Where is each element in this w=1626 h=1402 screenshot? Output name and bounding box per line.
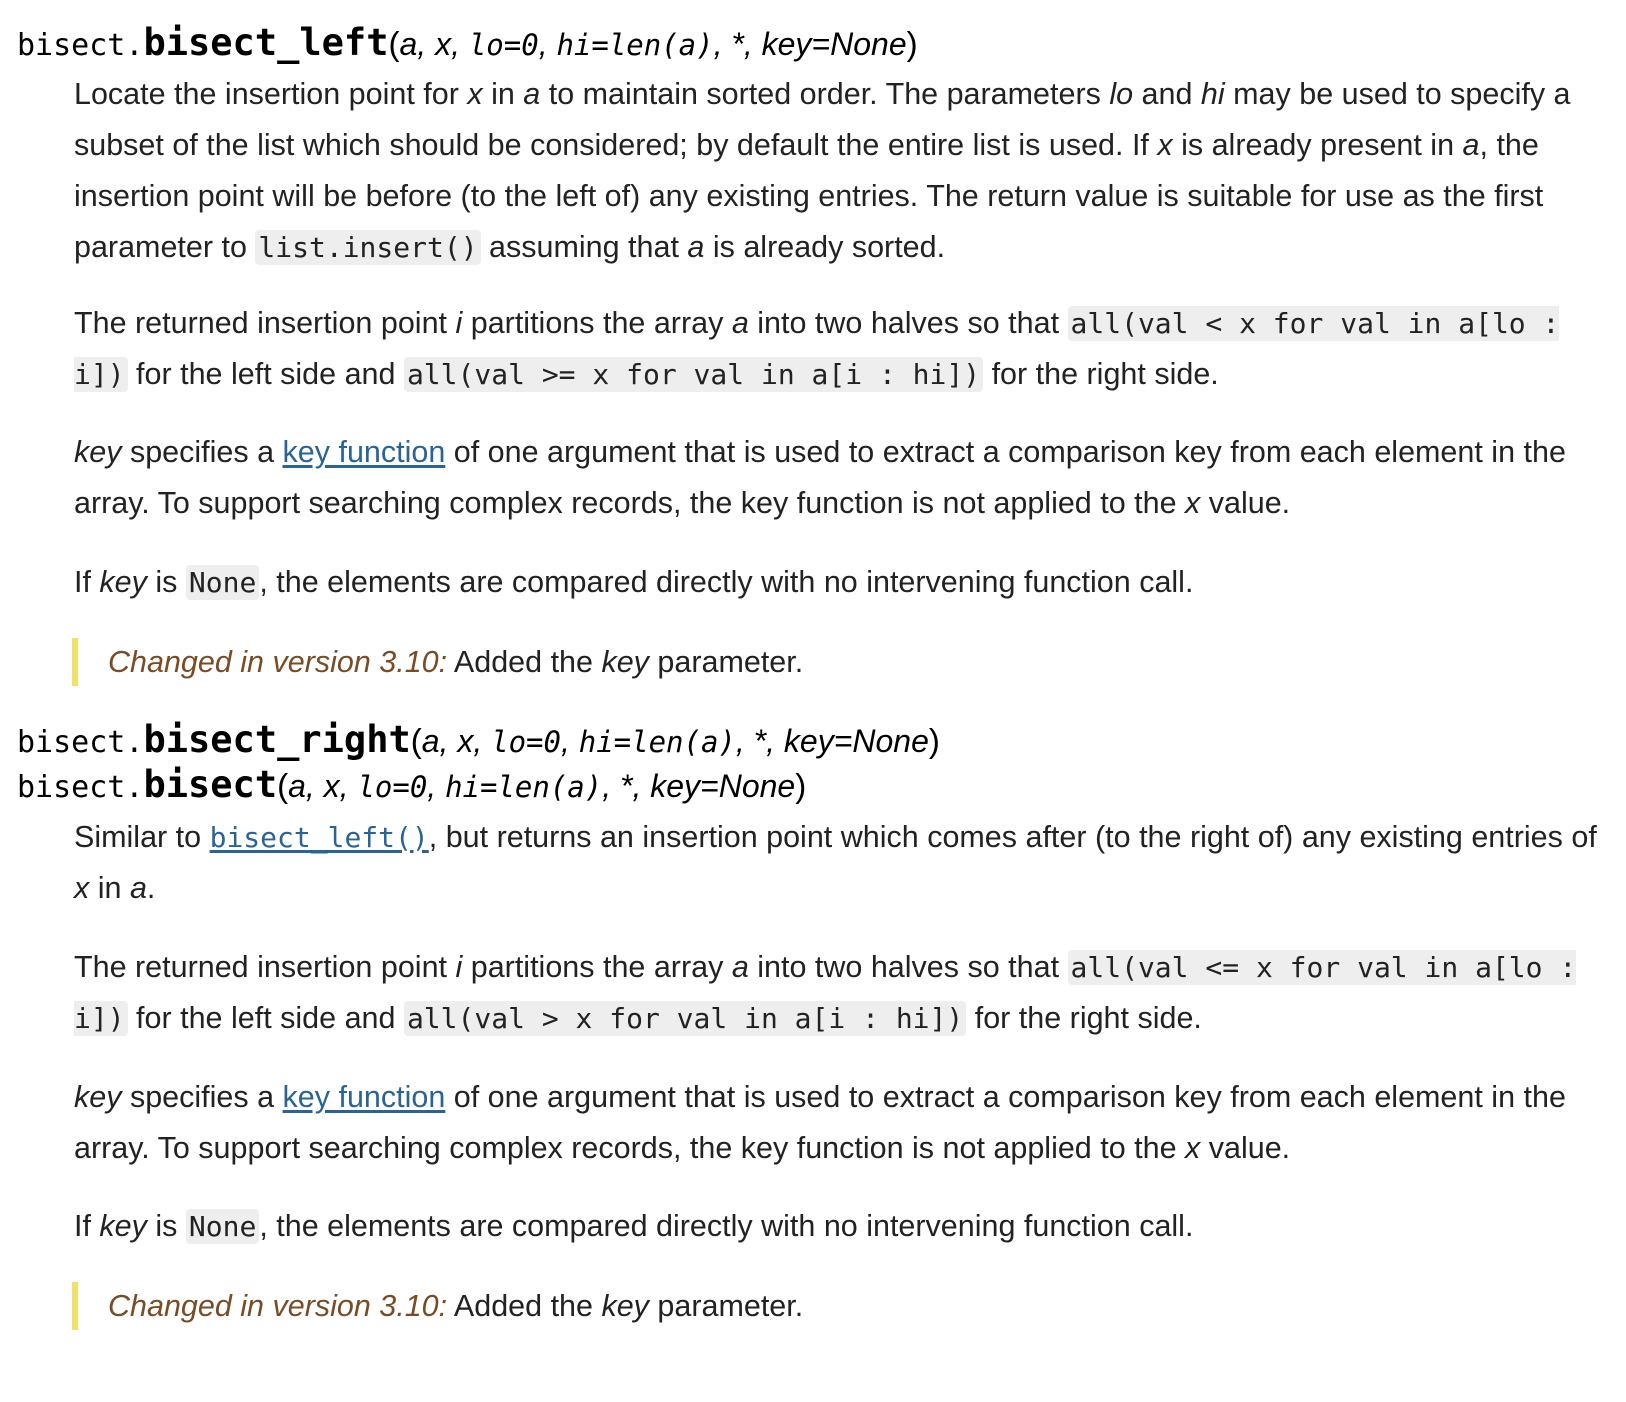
text: into two halves so that: [748, 950, 1068, 984]
open-paren: (: [388, 25, 400, 62]
function-name: bisect: [143, 763, 278, 806]
param-ref: key: [74, 435, 122, 469]
signature-bisect-right: [17, 717, 940, 766]
param-sep: ,: [735, 723, 754, 759]
text: value.: [1200, 1131, 1291, 1165]
text: .: [146, 871, 156, 905]
text: , the elements are compared directly with no intervening function call.: [259, 1209, 1194, 1243]
text: is already present in: [1172, 128, 1463, 162]
param-hi: hi=len(a): [556, 28, 714, 62]
param-star: *: [731, 26, 744, 62]
partition-paragraph: [74, 942, 1604, 1044]
param-ref: i: [455, 950, 463, 984]
param-sep: ,: [538, 26, 557, 62]
text: assuming that: [480, 230, 688, 264]
text: Locate the insertion point for: [74, 77, 468, 111]
key-function-link[interactable]: key function: [282, 435, 446, 469]
close-paren: ): [928, 722, 940, 759]
code-literal: all(val >= x for val in a[i : hi]): [404, 357, 983, 392]
text: , but returns an insertion point which comes after (to the right of) any existing entries of: [428, 820, 1597, 854]
text: is: [146, 565, 186, 599]
param-hi: hi=len(a): [578, 725, 736, 759]
code-literal: None: [186, 1209, 259, 1244]
text: for the left side and: [127, 1001, 404, 1035]
param-ref: hi: [1200, 77, 1225, 111]
key-function-link[interactable]: key function: [282, 1080, 446, 1114]
version-label: Changed in version 3.10:: [108, 1289, 448, 1323]
text: specifies a: [121, 1080, 283, 1114]
version-changed-note: [72, 638, 1008, 686]
text: into two halves so that: [748, 306, 1068, 340]
text: parameter.: [648, 645, 804, 679]
description-paragraph: [74, 69, 1604, 273]
text: Added the: [447, 1289, 602, 1323]
close-paren: ): [795, 767, 807, 804]
text: in: [89, 871, 130, 905]
none-paragraph: [74, 1201, 1604, 1252]
text: If: [74, 1209, 100, 1243]
param-star: *: [753, 723, 767, 759]
function-name: bisect_right: [143, 718, 411, 761]
none-paragraph: [74, 557, 1604, 608]
code-ref: bisect_left(): [209, 821, 429, 854]
text: The returned insertion point: [74, 950, 456, 984]
param-sep: ,: [560, 723, 579, 759]
text: , the insertion point will be before (to the left of) any existing entries. The return value is suitable for use as the first parameter to: [74, 128, 1544, 264]
param-ref: key: [99, 1209, 147, 1243]
param-ref: x: [1185, 1131, 1201, 1165]
text: If: [74, 565, 100, 599]
param-ref: x: [467, 77, 483, 111]
param-hi: hi=len(a): [445, 770, 603, 804]
version-label: Changed in version 3.10:: [108, 645, 448, 679]
param-key: , key=None: [766, 723, 929, 759]
param-ref: lo: [1109, 77, 1134, 111]
text: in: [482, 77, 524, 111]
module-prefix: bisect.: [17, 725, 144, 760]
param-a-x: a, x,: [399, 26, 469, 62]
code-literal: all(val < x for val in a[lo : i]): [74, 307, 1560, 391]
text: of one argument that is used to extract a comparison key from each element in the array. To support searching complex records, the key function is not applied to the: [74, 435, 1566, 520]
param-sep: ,: [602, 768, 620, 804]
text: for the left side and: [127, 357, 404, 391]
param-lo: lo=0: [468, 28, 539, 62]
text: , the elements are compared directly with no intervening function call.: [259, 565, 1194, 599]
text: partitions the array: [462, 306, 732, 340]
text: for the right side.: [966, 1001, 1202, 1035]
param-key: , key=None: [743, 26, 907, 62]
param-sep: ,: [713, 26, 732, 62]
text: is: [146, 1209, 186, 1243]
param-ref: a: [731, 950, 749, 984]
text: Added the: [447, 645, 602, 679]
key-paragraph: [74, 1072, 1604, 1174]
text: Similar to: [74, 820, 210, 854]
param-a-x: a, x,: [421, 723, 492, 759]
code-literal: all(val > x for val in a[i : hi]): [404, 1001, 966, 1036]
param-ref: a: [129, 871, 147, 905]
text: is already sorted.: [704, 230, 946, 264]
param-sep: ,: [427, 768, 446, 804]
open-paren: (: [410, 722, 422, 759]
param-lo: lo=0: [491, 725, 561, 759]
close-paren: ): [906, 25, 918, 62]
code-literal: list.insert(): [255, 230, 480, 265]
param-ref: key: [99, 565, 147, 599]
code-literal: all(val <= x for val in a[lo : i]): [74, 951, 1577, 1035]
module-prefix: bisect.: [17, 28, 144, 63]
text: The returned insertion point: [74, 306, 456, 340]
param-ref: a: [1462, 128, 1480, 162]
text: for the right side.: [983, 357, 1219, 391]
signature-bisect-left: [17, 20, 918, 69]
param-star: *: [620, 768, 633, 804]
param-key: , key=None: [632, 768, 796, 804]
text: specifies a: [121, 435, 283, 469]
param-ref: a: [687, 230, 705, 264]
param-ref: a: [731, 306, 749, 340]
code-literal: None: [186, 565, 259, 600]
description-paragraph: [74, 812, 1604, 914]
partition-paragraph: [74, 298, 1604, 400]
param-ref: key: [601, 645, 649, 679]
text: parameter.: [648, 1289, 804, 1323]
text: value.: [1200, 486, 1291, 520]
text: of one argument that is used to extract a comparison key from each element in the array. To support searching complex records, the key function is not applied to the: [74, 1080, 1566, 1165]
param-ref: i: [455, 306, 463, 340]
key-paragraph: [74, 427, 1604, 529]
param-ref: x: [1185, 486, 1201, 520]
module-prefix: bisect.: [17, 770, 144, 805]
version-changed-note: [72, 1282, 1008, 1330]
param-ref: a: [523, 77, 541, 111]
text: and: [1133, 77, 1201, 111]
text: partitions the array: [462, 950, 732, 984]
open-paren: (: [277, 767, 289, 804]
param-a-x: a, x,: [288, 768, 358, 804]
param-ref: key: [74, 1080, 122, 1114]
param-ref: x: [1157, 128, 1173, 162]
text: may be used to specify a subset of the list which should be considered; by default the entire list is used. If: [74, 77, 1571, 162]
param-ref: key: [601, 1289, 649, 1323]
bisect-left-link[interactable]: [210, 820, 429, 854]
signature-bisect: [17, 762, 806, 811]
function-name: bisect_left: [143, 21, 389, 64]
param-lo: lo=0: [357, 770, 428, 804]
text: to maintain sorted order. The parameters: [540, 77, 1110, 111]
param-ref: x: [74, 871, 90, 905]
